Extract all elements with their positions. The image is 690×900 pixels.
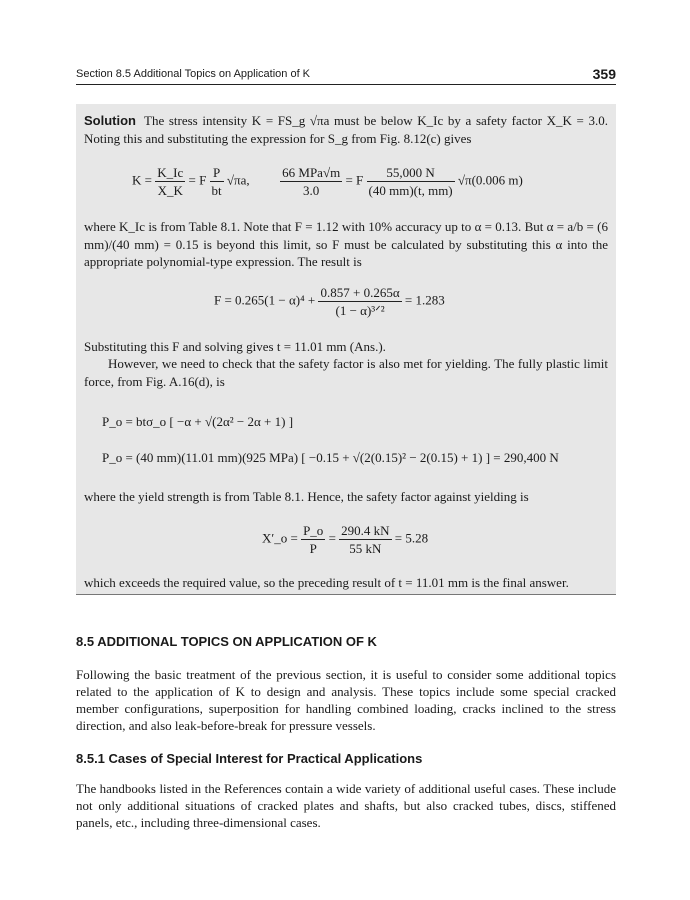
eq1-frac-kic-value (280, 164, 342, 199)
eq1-frac4-num: 55,000 N (367, 164, 455, 182)
eq1-mid2: = F (345, 172, 364, 188)
solution-label: Solution (84, 113, 136, 128)
eq1-frac3-num: 66 MPa√m (282, 165, 341, 180)
eq1-frac4-den: (40 mm)(t, mm) (368, 183, 453, 198)
eq1-frac2-num: P (210, 164, 224, 182)
section-8-5-1-body: The handbooks listed in the References contain a wide variety of additional useful cases. These include not only additional situations of cracked plates and shafts, but also cracked tubes, discs, stiffened panels, etc., including three-dimensional cases. (76, 781, 616, 830)
eq5-num1: P_o (303, 523, 324, 538)
eq1-frac1-den: X_K (157, 183, 183, 198)
equation-f (214, 284, 445, 319)
eq1-frac-p-bt (210, 164, 224, 199)
eq5-mid: = (328, 530, 336, 546)
section-8-5-heading: 8.5 ADDITIONAL TOPICS ON APPLICATION OF K (76, 634, 377, 649)
eq1-frac2-den: bt (211, 183, 222, 198)
eq2-frac (318, 284, 401, 319)
running-head-section: Section 8.5 Additional Topics on Application of K (76, 68, 311, 80)
eq2-lhs: F = 0.265(1 − α)⁴ + (214, 292, 316, 308)
running-head (76, 66, 616, 84)
eq2-rhs: = 1.283 (404, 292, 445, 308)
eq2-num: 0.857 + 0.265α (320, 285, 400, 300)
eq2-den: (1 − α)³ᐟ² (335, 303, 385, 318)
equation-po-general: P_o = btσ_o [ −α + √(2α² − 2α + 1) ] (102, 414, 294, 429)
eq5-frac2 (339, 522, 391, 557)
eq1-frac1-num: K_Ic (157, 165, 184, 180)
solution-para-yield-strength: where the yield strength is from Table 8.1. Hence, the safety factor against yielding is (84, 489, 529, 504)
header-rule (76, 84, 616, 85)
eq5-rhs: = 5.28 (394, 530, 429, 546)
section-8-5-body: Following the basic treatment of the previous section, it is useful to consider some additional topics related to the application of K to design and analysis. These topics include some special cracked member configurations, superposition for handling combined loading, cracks inclined to the stress direction, and also leak-before-break for pressure vessels. (76, 667, 616, 733)
solution-intro (84, 112, 608, 147)
section-8-5-1-heading: 8.5.1 Cases of Special Interest for Practical Applications (76, 751, 423, 766)
equation-safety-factor (262, 522, 428, 557)
equation-k (132, 164, 523, 199)
eq1-lhs: K = (132, 172, 152, 188)
eq1-frac-load (367, 164, 455, 199)
eq1-tail: √πa, (226, 172, 250, 188)
eq5-den2: 55 kN (349, 541, 382, 556)
solution-para-yield-check: However, we need to check that the safety factor is also met for yielding. The fully plastic limit force, from Fig. A.16(d), is (84, 356, 608, 389)
eq5-num2: 290.4 kN (341, 523, 390, 538)
eq1-mid: = F (188, 172, 207, 188)
solution-para-kic-source: where K_Ic is from Table 8.1. Note that F = 1.12 with 10% accuracy up to α = 0.13. But α = a/b = (6 mm)/(40 mm) = 0.15 is beyond this limit, so F must be calculated by substituting this α into the appropriate polynomial-type expression. The result is (84, 219, 608, 269)
eq1-frac-kic-xk (155, 164, 185, 199)
solution-intro-text: The stress intensity K = FS_g √πa must be below K_Ic by a safety factor X_K = 3.0. Noting this and substituting the expression for S_g from Fig. 8.12(c) gives (84, 113, 608, 146)
solution-para-conclusion: which exceeds the required value, so the preceding result of t = 11.01 mm is the final answer. (84, 575, 569, 590)
page-number: 359 (592, 66, 616, 82)
eq5-frac1 (301, 522, 325, 557)
solution-para-substitution: Substituting this F and solving gives t = 11.01 mm (Ans.). (84, 339, 386, 354)
eq1-frac3-den: 3.0 (303, 183, 320, 198)
eq1-tail2: √π(0.006 m) (457, 172, 523, 188)
equation-po-numeric: P_o = (40 mm)(11.01 mm)(925 MPa) [ −0.15 + √(2(0.15)² − 2(0.15) + 1) ] = 290,400 N (102, 450, 559, 465)
eq5-den1: P (309, 541, 317, 556)
eq5-lhs: X′_o = (262, 530, 298, 546)
solution-box (76, 104, 616, 595)
